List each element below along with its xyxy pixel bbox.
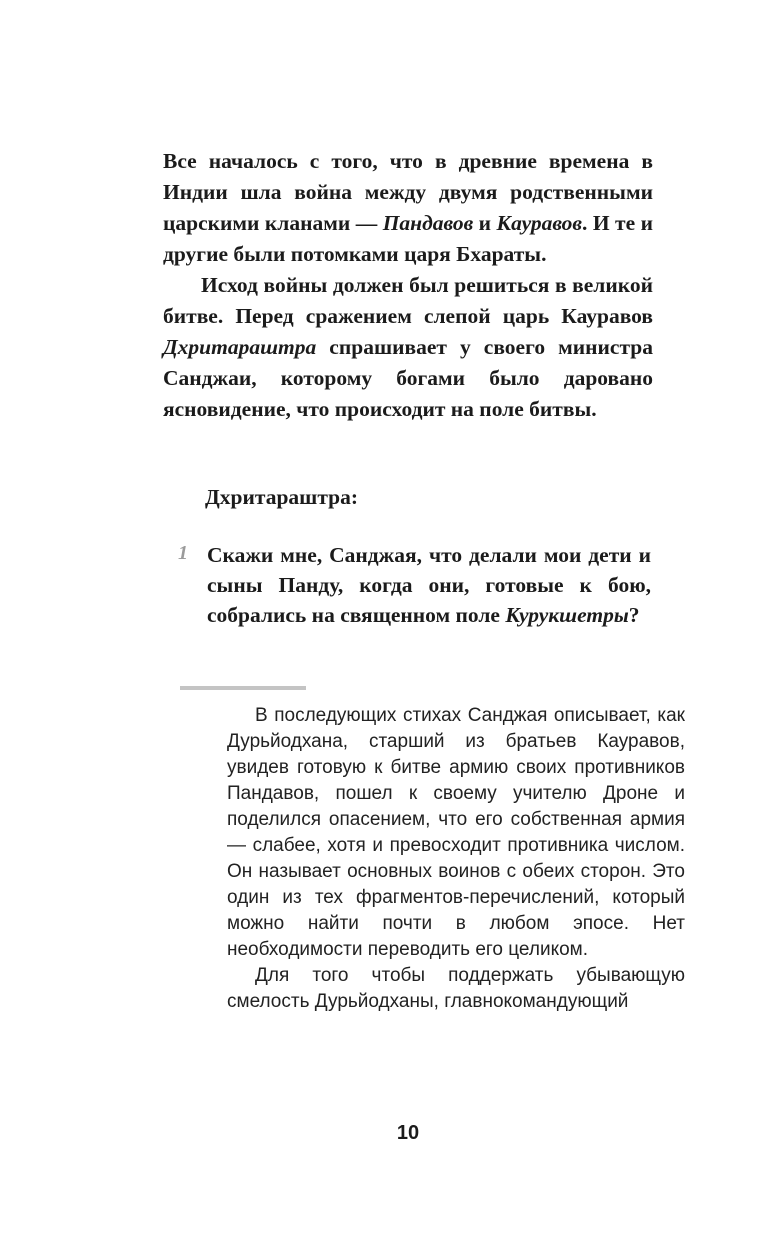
intro-paragraph-1: Все началось с того, что в древние времена в Индии шла война между двумя родственными царскими кланами — Пандавов и Кауравов. И те и другие были потомками царя Бхараты. — [163, 149, 653, 266]
text-block — [163, 146, 685, 1015]
commentary-paragraph-2: Для того чтобы поддержать убывающую смелость Дурьйодханы, главнокомандующий — [227, 965, 685, 1012]
page-number: 10 — [396, 1122, 420, 1144]
commentary-block — [227, 703, 685, 1015]
verse-text: Скажи мне, Санджая, что делали мои дети и сыны Панду, когда они, готовые к бою, собрались на священном поле Курукшетры? — [207, 543, 651, 627]
commentary-paragraph-1: В последующих стихах Санджая описывает, как Дурьйодхана, старший из братьев Кауравов, увидев готовую к битве армию своих противников Пандавов, пошел к своему учителю Дроне и поделился опасением, что его собственная армия — слабее, хотя и превосходит противника числом. Он называет основных воинов с обеих сторон. Это один из тех фрагментов-перечислений, который можно найти почти в любом эпосе. Нет необходимости переводить его целиком. — [227, 705, 685, 960]
commentary-divider — [180, 686, 306, 690]
speaker-heading: Дхритараштра: — [205, 485, 359, 509]
verse-1 — [163, 540, 651, 630]
verse-number: 1 — [178, 542, 188, 564]
intro-paragraph-2: Исход войны должен был решиться в великой битве. Перед сражением слепой царь Кауравов Дхритараштра спрашивает у своего министра Санджаи, которому богами было даровано ясновидение, что происходит на поле битвы. — [163, 273, 653, 421]
